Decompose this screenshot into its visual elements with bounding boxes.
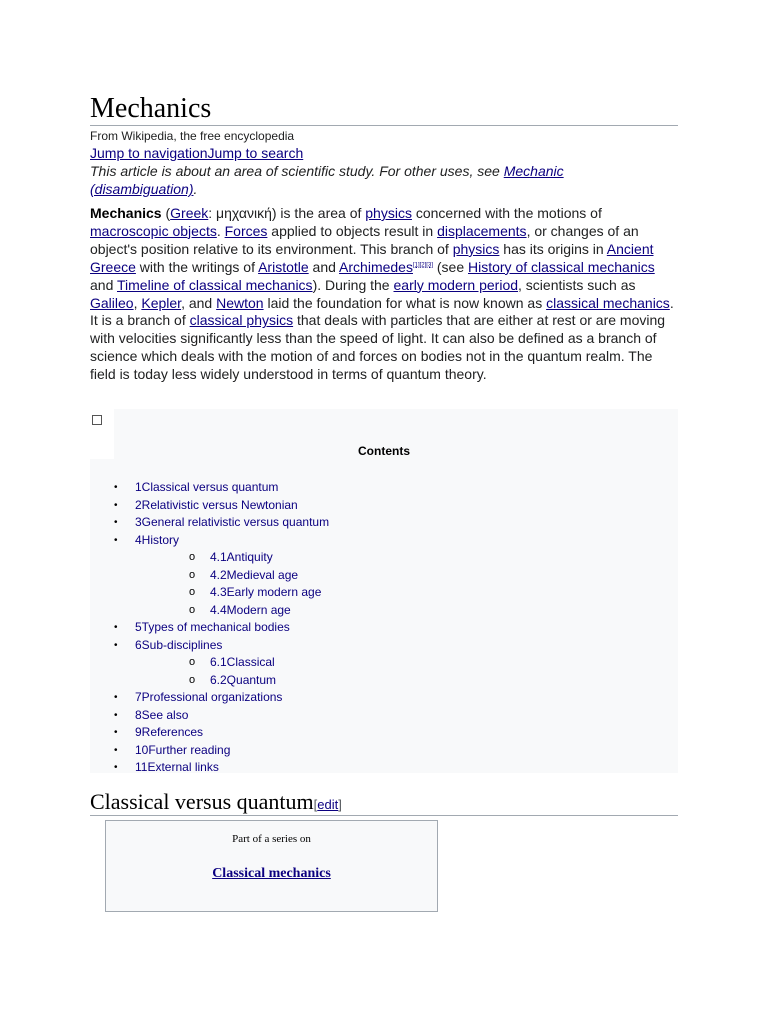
toc-item[interactable] [90,637,678,655]
toc-item[interactable] [90,549,678,567]
lead-text: laid the foundation for what is now known as [263,294,547,311]
edit-section-link[interactable]: edit [317,797,339,812]
lead-text: , [133,294,142,311]
link-classical-physics[interactable]: classical physics [189,312,294,329]
hatnote [90,162,630,198]
bullet-icon: • [114,622,118,633]
toc-item-link[interactable]: 6.1Classical [210,655,275,669]
lead-text: ). During the [312,276,394,293]
circle-bullet-icon: o [189,568,196,581]
bullet-icon: • [114,639,118,651]
lead-text: , and [181,294,217,311]
toc-item[interactable] [90,759,678,777]
toc-item-link[interactable]: 4History [135,532,180,547]
link-physics[interactable]: physics [365,205,412,221]
citation-refs[interactable]: [1][2][3] [412,262,433,269]
toc-item[interactable] [90,724,678,742]
lead-text: concerned with the motions of [411,205,602,221]
lead-text: . [216,222,225,239]
toc-item-link[interactable]: 10Further reading [135,742,231,757]
toc-item[interactable] [90,584,678,602]
toc-item[interactable] [90,654,678,672]
toc-item[interactable] [90,707,678,725]
lead-text: and [308,258,340,275]
jump-links [90,145,303,161]
toc-item-link[interactable]: 4.2Medieval age [210,567,299,582]
jump-to-search-link[interactable]: Jump to search [207,145,304,161]
toc-item-link[interactable]: 3General relativistic versus quantum [135,515,330,529]
lead-text: . It is a branch of [90,294,674,329]
toc-item[interactable] [90,514,678,532]
toc-item[interactable] [90,532,678,550]
bullet-icon: • [114,762,118,773]
link-displacements[interactable]: displacements [437,222,527,239]
toc-item[interactable] [90,689,678,707]
bullet-icon: • [114,744,118,756]
series-link-classical-mechanics[interactable]: Classical mechanics [212,866,331,881]
link-ancient-greece[interactable]: Ancient Greece [90,240,654,275]
toc-item[interactable] [90,602,678,620]
lead-text: , or changes of an object's position relative to its environment. This branch of [90,222,639,257]
toc-item[interactable] [90,742,678,760]
toc-toggle-checkbox[interactable] [92,415,102,425]
toc-item[interactable] [90,672,678,690]
bullet-icon: • [114,727,118,738]
link-early-modern-period[interactable]: early modern period [393,276,519,293]
lead-text: that deals with particles that are either at rest or are moving with velocities significantly less than the speed of light. It can also be defined as a branch of science which deals with the motion of and forces on bodies not in the quantum realm. The field is today less widely understood in terms of quantum theory. [90,312,666,383]
circle-bullet-icon: o [189,551,196,563]
hatnote-text: This article is about an area of scientific study. For other uses, see [90,163,504,179]
toc-item-link[interactable]: 4.1Antiquity [210,550,273,564]
toc-item-link[interactable]: 7Professional organizations [135,690,283,704]
page-title: Mechanics [90,93,678,126]
toc-item-link[interactable]: 9References [135,725,204,739]
toc-item[interactable] [90,619,678,637]
hatnote-end: . [193,181,198,197]
lead-text: : μηχανική) is the area of [208,205,366,221]
site-tagline: From Wikipedia, the free encyclopedia [90,129,295,143]
toc-title: Contents [358,444,410,458]
toc-item-link[interactable]: 1Classical versus quantum [135,480,279,494]
toc-item-link[interactable]: 4.4Modern age [210,602,291,617]
link-forces[interactable]: Forces [224,222,268,239]
section-heading [90,788,678,816]
link-aristotle[interactable]: Aristotle [258,258,309,275]
circle-bullet-icon: o [189,603,196,616]
link-kepler[interactable]: Kepler [141,294,182,311]
link-galileo[interactable]: Galileo [90,294,134,311]
lead-text: and [90,276,117,293]
bullet-icon: • [114,482,118,493]
toc-list [90,479,678,777]
link-greek[interactable]: Greek [170,205,209,221]
bullet-icon: • [114,692,118,703]
link-macroscopic-objects[interactable]: macroscopic objects [90,222,217,239]
lead-text: with the writings of [135,258,259,275]
toc-item-link[interactable]: 5Types of mechanical bodies [135,620,290,634]
toc-item[interactable] [90,479,678,497]
jump-to-navigation-link[interactable]: Jump to navigation [90,145,208,161]
link-newton[interactable]: Newton [216,294,264,311]
link-classical-mechanics[interactable]: classical mechanics [546,294,670,311]
bullet-icon: • [114,517,118,528]
circle-bullet-icon: o [189,656,196,668]
lead-text: has its origins in [499,240,607,257]
edit-bracket-close: ] [338,797,342,812]
series-label: Part of a series on [232,833,311,845]
toc-item-link[interactable]: 8See also [135,707,189,722]
edit-section [314,797,342,812]
toc-item-link[interactable]: 4.3Early modern age [210,585,322,599]
series-sidebar [105,820,438,912]
table-of-contents [90,409,678,773]
toc-item-link[interactable]: 2Relativistic versus Newtonian [135,497,298,512]
lead-text: , scientists such as [518,276,636,293]
circle-bullet-icon: o [189,673,196,686]
edit-bracket-open: [ [313,797,318,812]
toc-item-link[interactable]: 6Sub-disciplines [135,637,223,652]
link-physics-2[interactable]: physics [452,240,500,257]
disambiguation-link[interactable]: Mechanic (disambiguation) [90,163,564,197]
bullet-icon: • [114,499,118,511]
link-timeline-classical-mechanics[interactable]: Timeline of classical mechanics [117,276,313,293]
circle-bullet-icon: o [189,586,196,598]
bullet-icon: • [114,709,118,721]
lead-paragraph: Mechanics (Greek: μηχανική) is the area of physics concerned with the motions of macroscopic objects. Forces applied to objects result in displacements, or changes of an object's position relative to its environment. This branch of physics has its origins in Ancient Greece with the writings of Aristotle and Archimedes[1][2][3] (see History of classical mechanics and Timeline of classical mechanics). During the early modern period, scientists such as Galileo, Kepler, and Newton laid the foundation for what is now known as classical mechanics. It is a branch of classical physics that deals with particles that are either at rest or are moving with velocities significantly less than the speed of light. It can also be defined as a branch of science which deals with the motion of and forces on bodies not in the quantum realm. The field is today less widely understood in terms of quantum theory. [90,205,674,383]
section-heading-text: Classical versus quantum [90,789,314,814]
toc-item[interactable] [90,567,678,585]
link-history-classical-mechanics[interactable]: History of classical mechanics [468,258,655,275]
toc-item-link[interactable]: 11External links [135,760,219,774]
toc-item[interactable] [90,497,678,515]
lead-text: (see [432,258,468,275]
bullet-icon: • [114,534,118,546]
lead-text: applied to objects result in [267,222,438,239]
link-archimedes[interactable]: Archimedes [339,258,413,275]
toc-item-link[interactable]: 6.2Quantum [210,672,277,687]
lead-bold-term: Mechanics [90,205,162,221]
